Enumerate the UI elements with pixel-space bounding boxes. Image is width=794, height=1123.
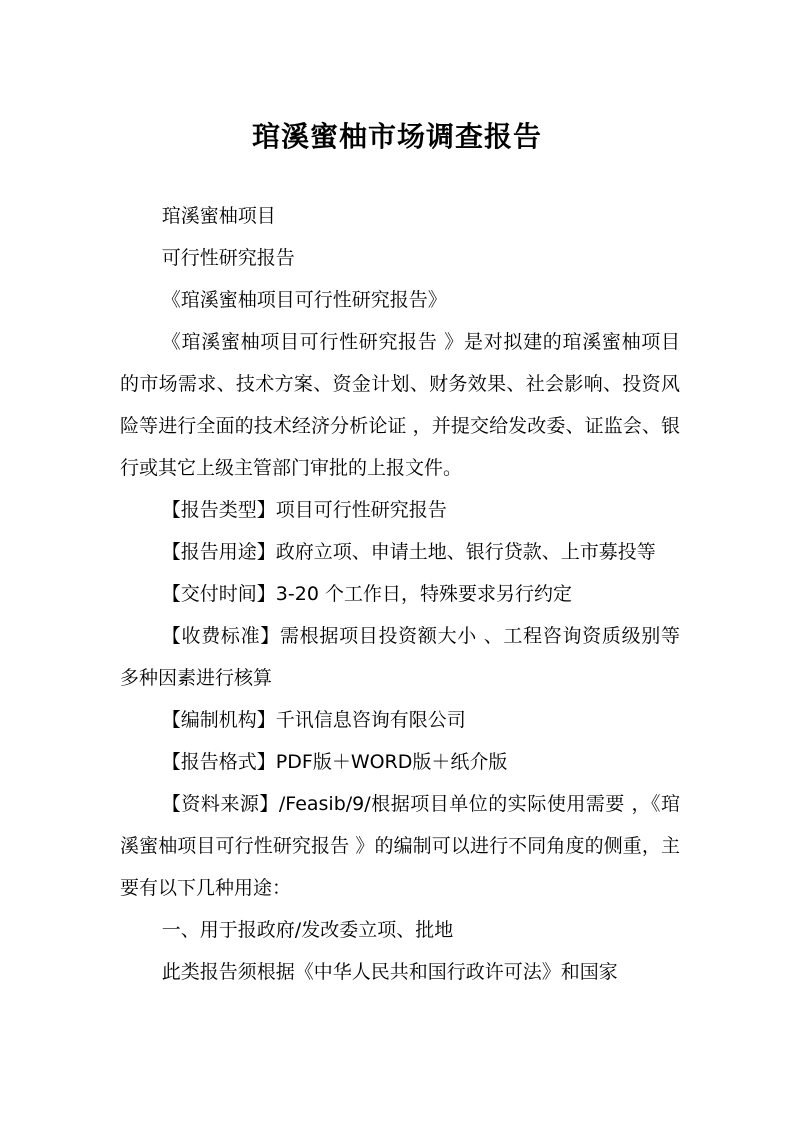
paragraph-intro: 《琯溪蜜柚项目可行性研究报告 》是对拟建的琯溪蜜柚项目的市场需求、技术方案、资金计划、财务效果、社会影响、投资风险等进行全面的技术经济分析论证 ，并提交给发改委、证监会、银行或其它上级主管部门审批的上报文件。 [120,331,680,479]
paragraph-section-one-body: 此类报告须根据《中华人民共和国行政许可法》和国家 [161,961,618,983]
paragraph-project-name: 琯溪蜜柚项目 [161,205,276,227]
paragraph-report-type-heading: 可行性研究报告 [161,247,295,269]
paragraph-fee-standard: 【收费标准】需根据项目投资额大小 、工程咨询资质级别等多种因素进行核算 [120,625,680,689]
paragraph-compiling-organization: 【编制机构】千讯信息咨询有限公司 [161,709,466,731]
paragraph-report-title: 《琯溪蜜柚项目可行性研究报告》 [161,289,447,311]
paragraph-section-one-heading: 一、用于报政府/发改委立项、批地 [161,919,454,941]
document-title: 琯溪蜜柚市场调查报告 [251,119,542,153]
document-body [120,195,680,993]
paragraph-report-usage: 【报告用途】政府立项、申请土地、银行贷款、上市募投等 [161,541,656,563]
paragraph-report-category: 【报告类型】项目可行性研究报告 [161,499,447,521]
paragraph-report-format: 【报告格式】PDF版＋WORD版＋纸介版 [161,751,508,773]
paragraph-delivery-time: 【交付时间】3-20 个工作日，特殊要求另行约定 [161,583,572,605]
paragraph-data-source: 【资料来源】/Feasib/9/根据项目单位的实际使用需要 ，《琯溪蜜柚项目可行性研究报告 》的编制可以进行不同角度的侧重，主要有以下几种用途： [120,793,680,899]
